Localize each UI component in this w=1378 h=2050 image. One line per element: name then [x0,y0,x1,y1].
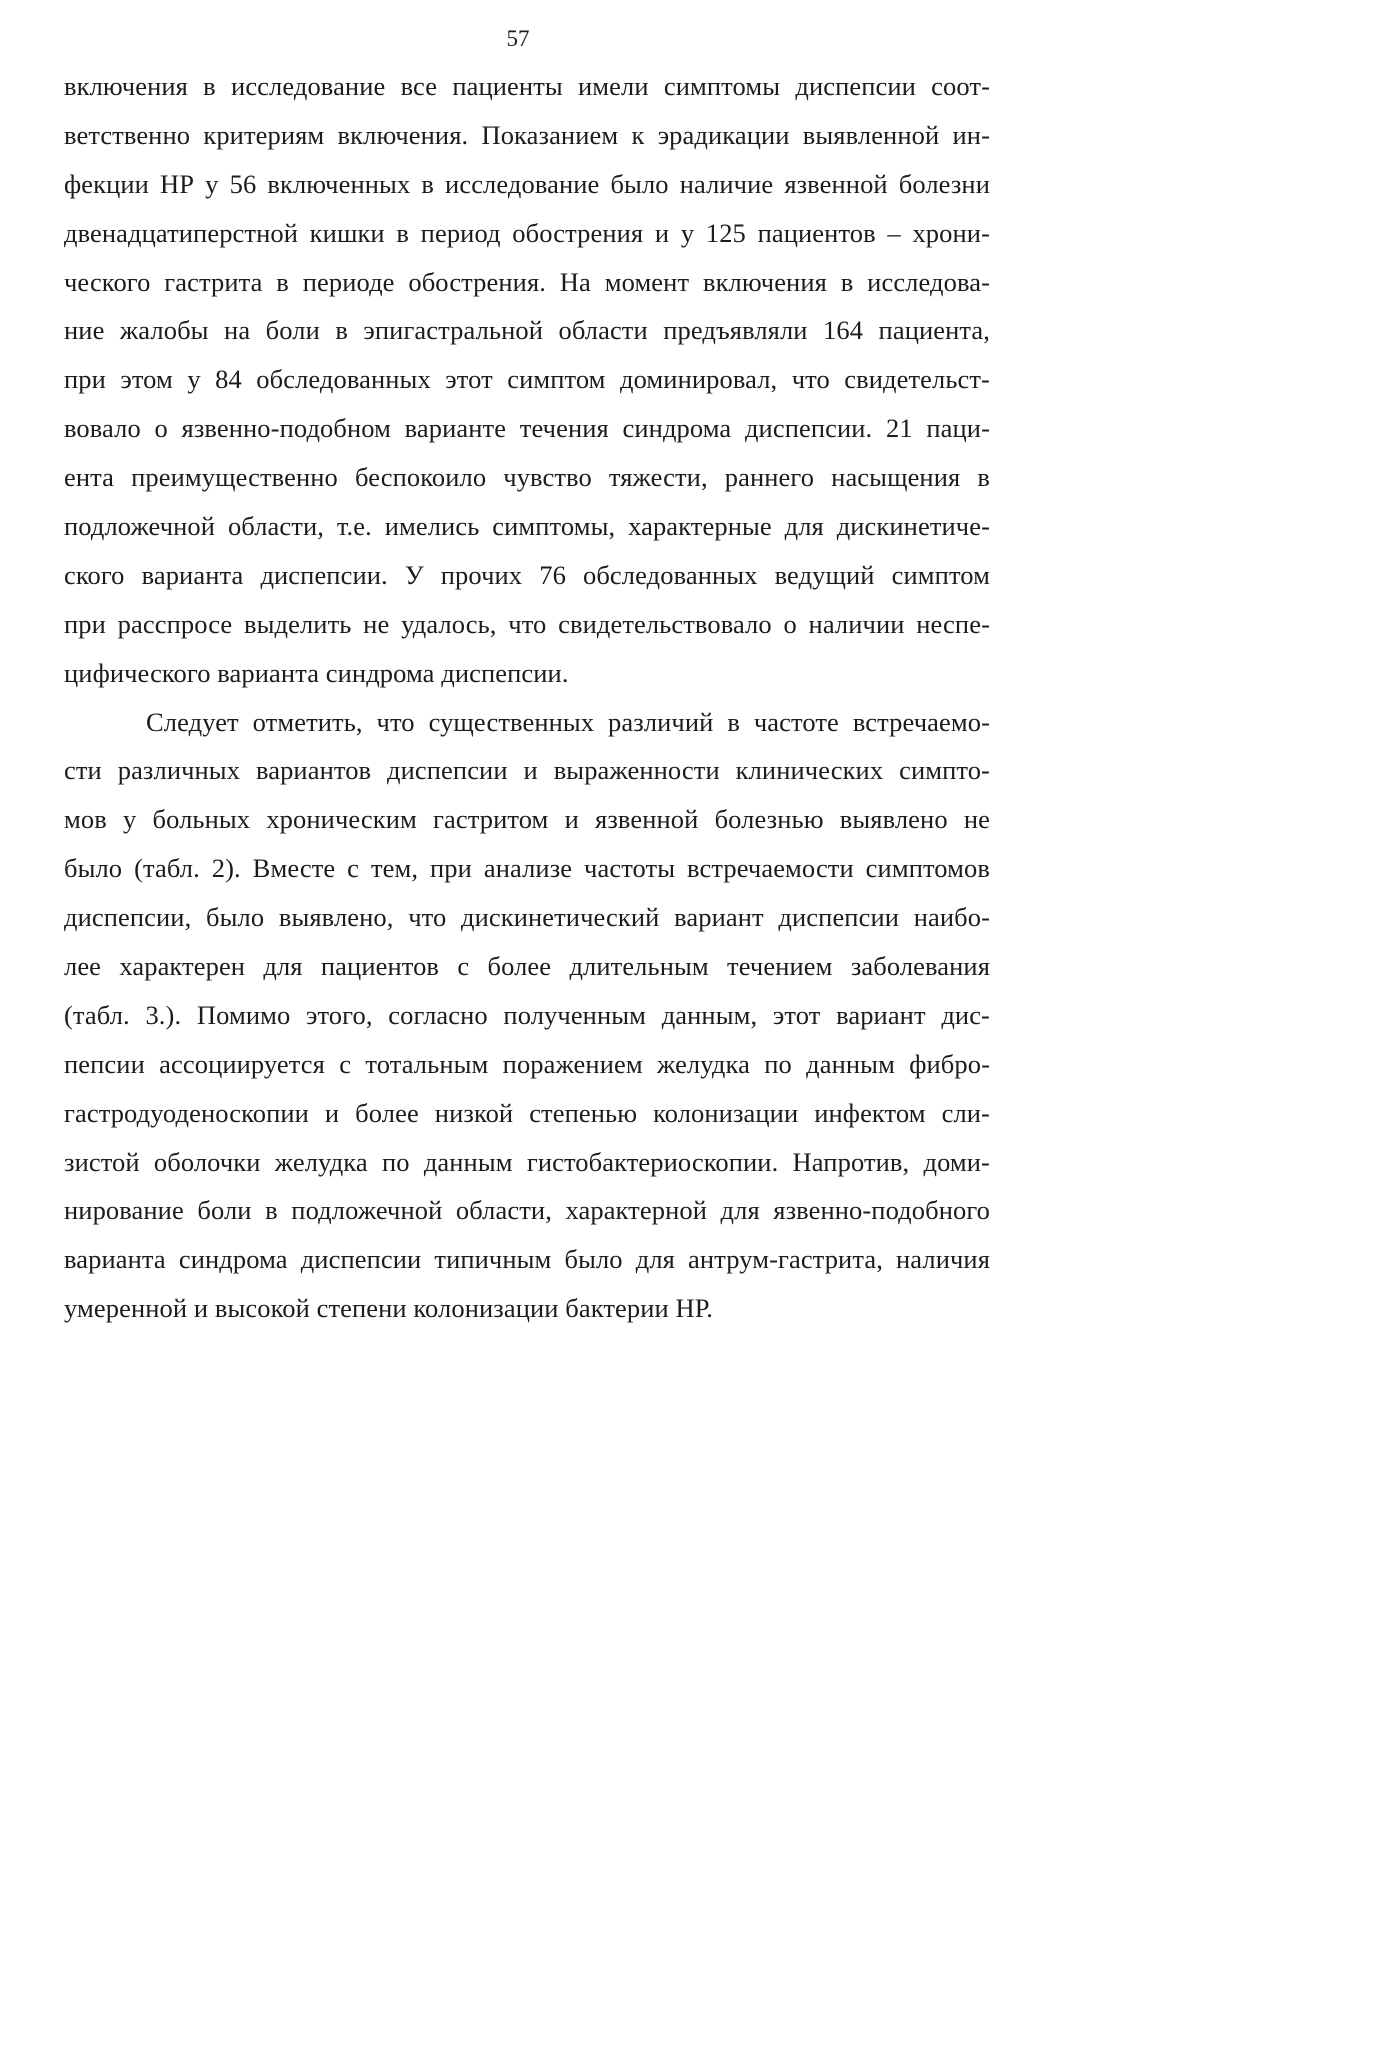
text-line: пепсии ассоциируется с тотальным поражением желудка по данным фибро- [64,1048,990,1079]
text-line: умеренной и высокой степени колонизации бактерии НР. [64,1293,714,1324]
text-line: включения в исследование все пациенты имели симптомы диспепсии соот- [64,71,990,101]
text-line: вовало о язвенно-подобном варианте течения синдрома диспепсии. 21 паци- [64,413,990,444]
text-line: при этом у 84 обследованных этот симптом доминировал, что свидетельст- [64,364,990,395]
paragraph-2 [64,698,990,1334]
text-line: ского варианта диспепсии. У прочих 76 обследованных ведущий симптом [64,559,990,590]
text-line: ветственно критериям включения. Показанием к эрадикации выявленной ин- [64,119,990,150]
text-line: Следует отметить, что существенных различий в частоте встречаемо- [146,706,990,737]
text-line: подложечной области, т.е. имелись симптомы, характерные для дискинетиче- [64,511,990,542]
text-line: сти различных вариантов диспепсии и выраженности клинических симпто- [64,755,990,786]
text-line: мов у больных хроническим гастритом и язвенной болезнью выявлено не [64,804,990,835]
page-number: 57 [506,26,530,51]
text-line: гастродуоденоскопии и более низкой степенью колонизации инфектом сли- [64,1097,990,1128]
text-line: ние жалобы на боли в эпигастральной области предъявляли 164 пациента, [64,315,990,346]
text-line: двенадцатиперстной кишки в период обострения и у 125 пациентов – хрони- [64,217,990,248]
text-line: фекции НР у 56 включенных в исследование было наличие язвенной болезни [64,168,990,199]
text-line: ческого гастрита в периоде обострения. На момент включения в исследова- [64,266,990,297]
text-line: цифического варианта синдрома диспепсии. [64,657,569,688]
paragraph-1 [64,62,990,698]
body-text [64,62,990,1333]
text-line: (табл. 3.). Помимо этого, согласно полученным данным, этот вариант дис- [64,999,990,1030]
text-line: при расспросе выделить не удалось, что свидетельствовало о наличии неспе- [64,608,990,639]
text-line: лее характерен для пациентов с более длительным течением заболевания [64,951,990,982]
text-line: диспепсии, было выявлено, что дискинетический вариант диспепсии наибо- [64,902,990,933]
text-line: зистой оболочки желудка по данным гистобактериоскопии. Напротив, доми- [64,1146,990,1177]
text-line: ента преимущественно беспокоило чувство тяжести, раннего насыщения в [64,462,990,493]
text-line: варианта синдрома диспепсии типичным было для антрум-гастрита, наличия [64,1244,990,1275]
text-line: было (табл. 2). Вместе с тем, при анализе частоты встречаемости симптомов [64,853,990,884]
text-line: нирование боли в подложечной области, характерной для язвенно-подобного [64,1195,990,1226]
